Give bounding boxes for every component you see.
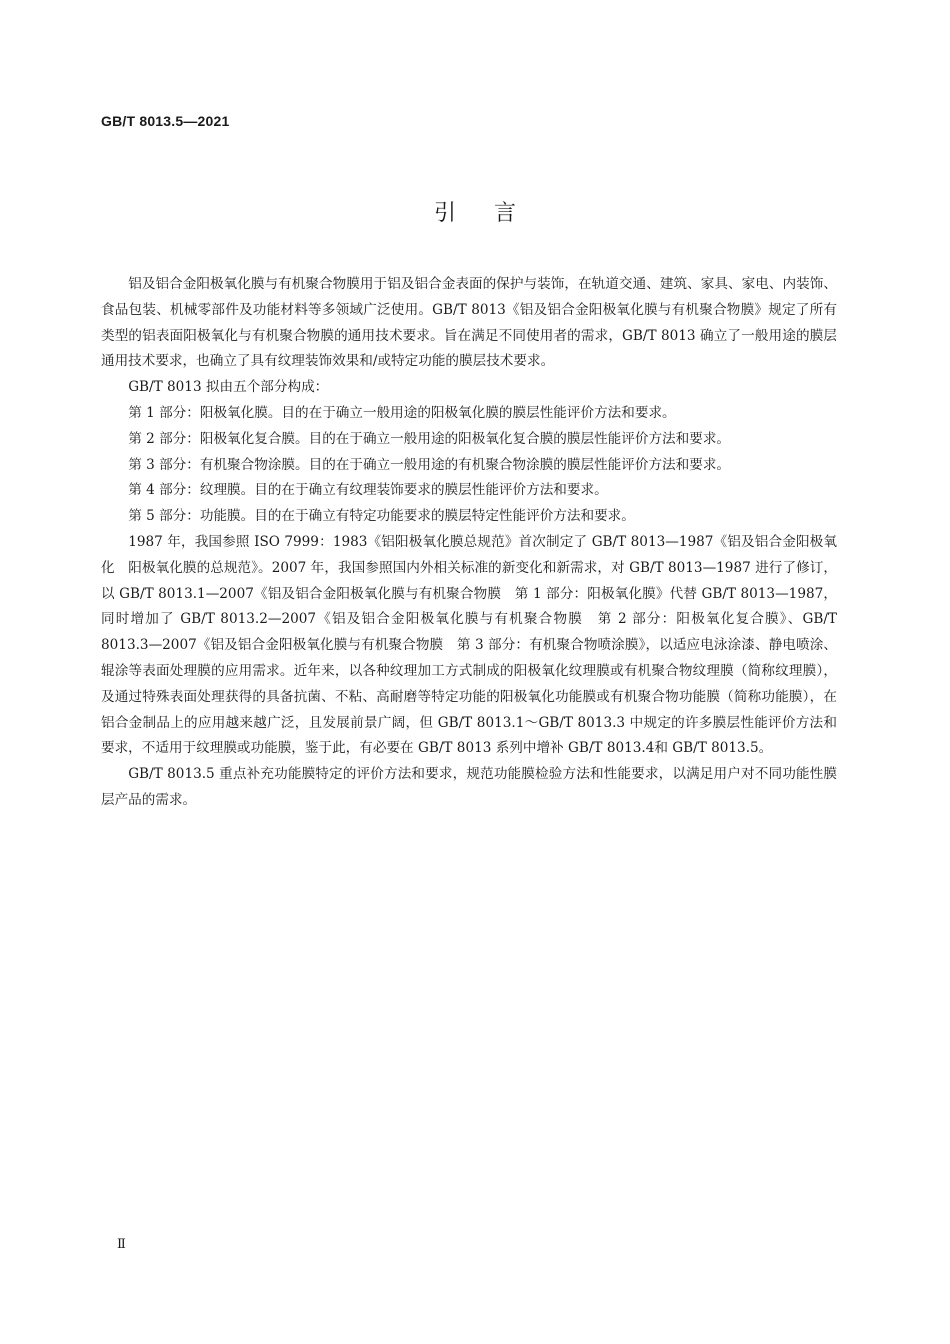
paragraph-part-5: 第 5 部分：功能膜。目的在于确立有特定功能要求的膜层特定性能评价方法和要求。 (128, 508, 635, 525)
paragraph-history: 1987 年，我国参照 ISO 7999：1983《铝阳极氧化膜总规范》首次制定了 GB/T 8013—1987《铝及铝合金阳极氧化 阳极氧化膜的总规范》。2007 年，我国参照国内外相关标准的新变化和新需求，对 GB/T 8013—1987 进行了修订，以 GB/T 8013.1—2007《铝及铝合金阳极氧化膜与有机聚合物膜 第 1 部分：阳极氧化膜》代替 GB/T 8013—1987，同时增加了 GB/T 8013.2—2007《铝及铝合金阳极氧化膜与有机聚合物膜 第 2 部分：阳极氧化复合膜》、GB/T 8013.3—2007《铝及铝合金阳极氧化膜与有机聚合物膜 第 3 部分：有机聚合物喷涂膜》，以适应电泳涂漆、静电喷涂、辊涂等表面处理膜的应用需求。近年来，以各种纹理加工方式制成的阳极氧化纹理膜或有机聚合物纹理膜（简称纹理膜），及通过特殊表面处理获得的具备抗菌、不粘、高耐磨等特定功能的阳极氧化功能膜或有机聚合物功能膜（简称功能膜），在铝合金制品上的应用越来越广泛，且发展前景广阔，但 GB/T 8013.1～GB/T 8013.3 中规定的许多膜层性能评价方法和要求，不适用于纹理膜或功能膜，鉴于此，有必要在 GB/T 8013 系列中增补 GB/T 8013.4和 GB/T 8013.5。 (101, 533, 837, 757)
paragraph-purpose: GB/T 8013.5 重点补充功能膜特定的评价方法和要求，规范功能膜检验方法和性能要求，以满足用户对不同功能性膜层产品的需求。 (101, 766, 837, 808)
standard-code: GB/T 8013.5—2021 (101, 113, 230, 129)
body-text (101, 272, 837, 814)
paragraph-part-4: 第 4 部分：纹理膜。目的在于确立有纹理装饰要求的膜层性能评价方法和要求。 (128, 482, 608, 499)
paragraph-part-2: 第 2 部分：阳极氧化复合膜。目的在于确立一般用途的阳极氧化复合膜的膜层性能评价方法和要求。 (128, 430, 731, 447)
paragraph-structure: GB/T 8013 拟由五个部分构成： (128, 379, 329, 396)
paragraph-part-3: 第 3 部分：有机聚合物涂膜。目的在于确立一般用途的有机聚合物涂膜的膜层性能评价方法和要求。 (128, 456, 731, 473)
page-number: Ⅱ (117, 1237, 126, 1252)
page-title: 引言 (433, 201, 554, 226)
paragraph-intro: 铝及铝合金阳极氧化膜与有机聚合物膜用于铝及铝合金表面的保护与装饰，在轨道交通、建筑、家具、家电、内装饰、食品包装、机械零部件及功能材料等多领域广泛使用。GB/T 8013《铝及铝合金阳极氧化膜与有机聚合物膜》规定了所有类型的铝表面阳极氧化与有机聚合物膜的通用技术要求。旨在满足不同使用者的需求，GB/T 8013 确立了一般用途的膜层通用技术要求，也确立了具有纹理装饰效果和/或特定功能的膜层技术要求。 (101, 276, 837, 370)
paragraph-part-1: 第 1 部分：阳极氧化膜。目的在于确立一般用途的阳极氧化膜的膜层性能评价方法和要求。 (128, 404, 676, 421)
